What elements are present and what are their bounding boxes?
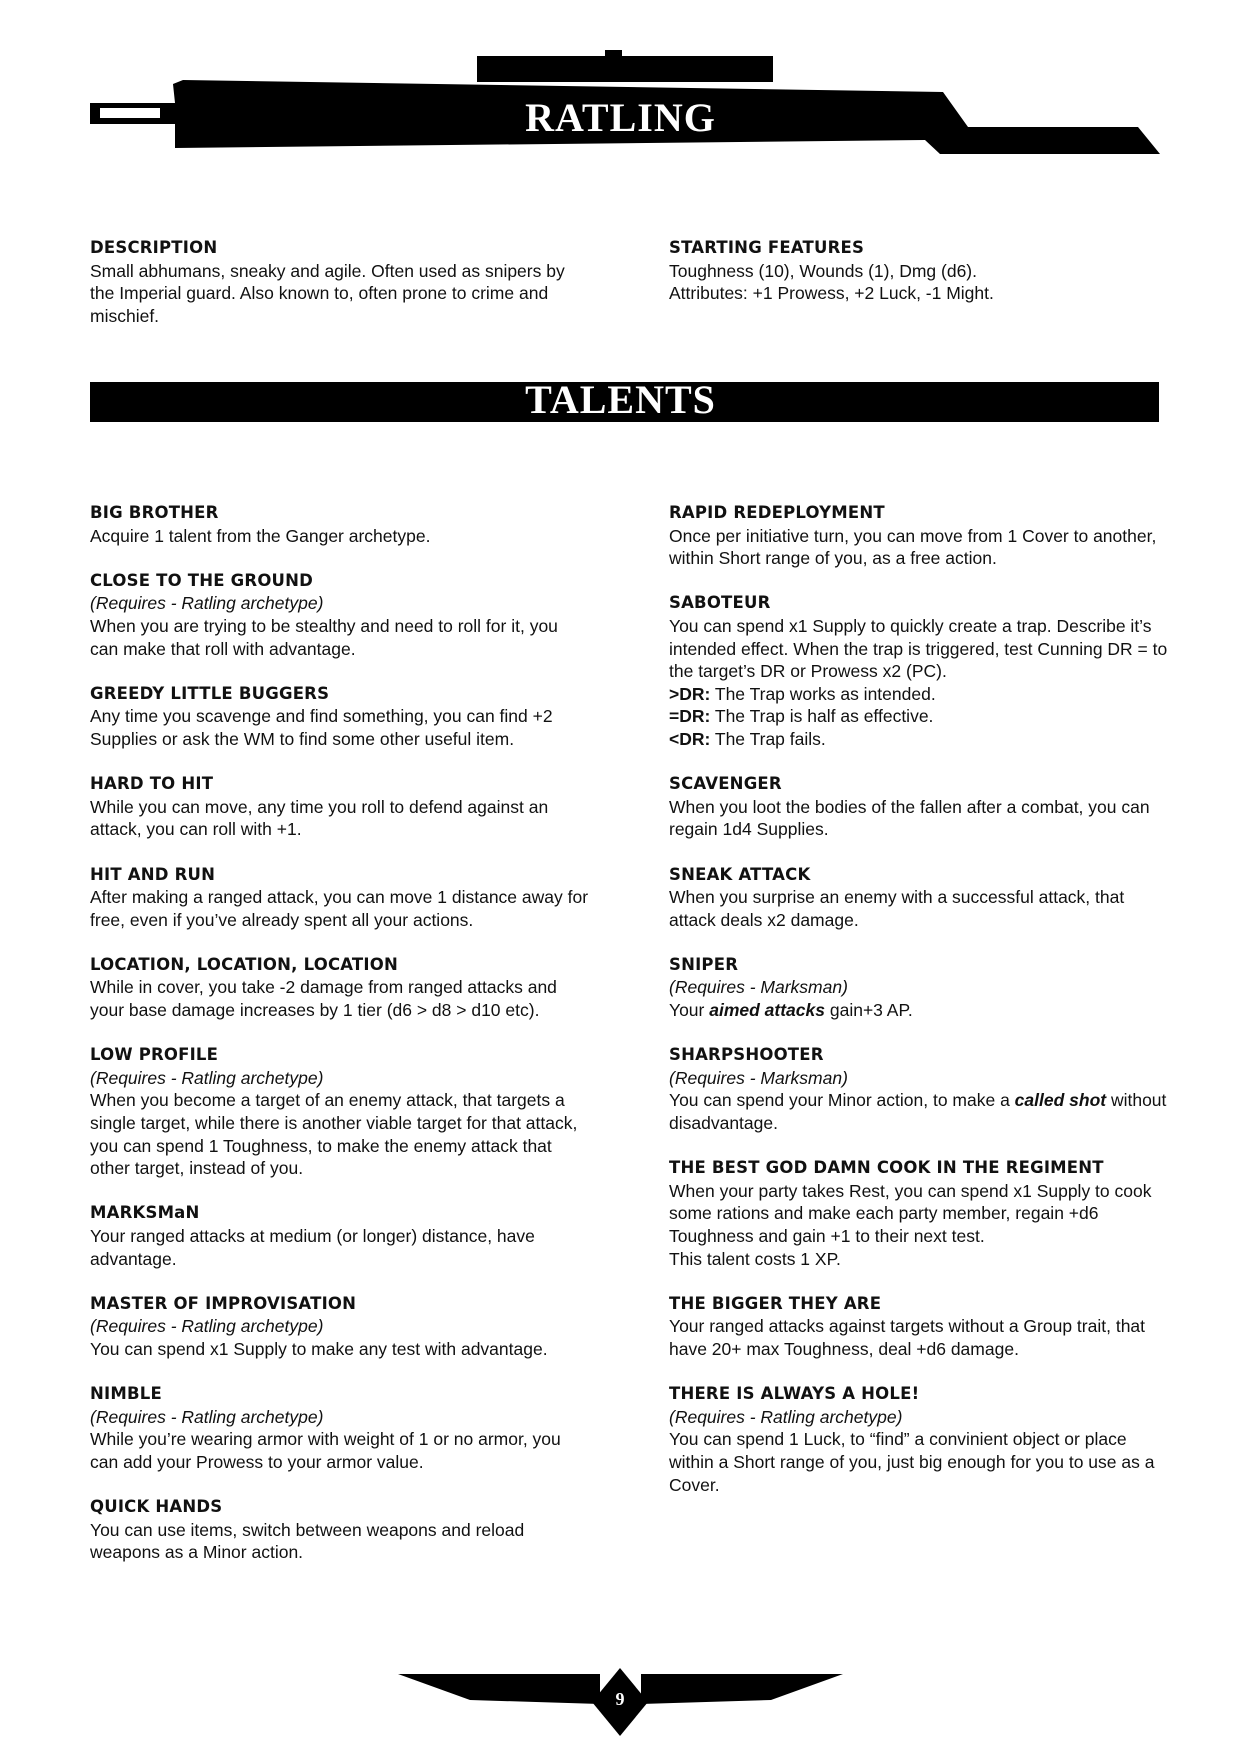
- talents-right-column: [669, 502, 1169, 1519]
- talent-text: You can spend x1 Supply to quickly create a trap. Describe it’s intended effect. When the trap is triggered, test Cunning DR = to the target’s DR or Prowess x2 (PC).: [669, 615, 1168, 682]
- talent-name: SHARPSHOOTER: [669, 1045, 824, 1065]
- talent-text: Your ranged attacks at medium (or longer) distance, have advantage.: [90, 1226, 535, 1269]
- talent-requirement: (Requires - Ratling archetype): [90, 1067, 324, 1088]
- talent-saboteur: [669, 592, 1169, 750]
- talents-heading: TALENTS: [525, 377, 716, 422]
- talent-master-of-improvisation: [90, 1293, 590, 1361]
- saboteur-outcome-equal: [669, 705, 1169, 728]
- talent-big-brother: [90, 502, 590, 547]
- talent-text: While you can move, any time you roll to defend against an attack, you can roll with +1.: [90, 796, 549, 840]
- starting-features-attributes: Attributes: +1 Prowess, +2 Luck, -1 Might.: [669, 283, 994, 304]
- talent-name: HIT AND RUN: [90, 864, 216, 884]
- talent-marksman: [90, 1202, 590, 1270]
- talent-name: SNIPER: [669, 954, 739, 974]
- talent-nimble: [90, 1383, 590, 1473]
- outcome-text: The Trap works as intended.: [710, 683, 936, 704]
- talent-text: When you become a target of an enemy attack, that targets a single target, while there is another viable target for that attack, you can spend 1 Toughness, to make the enemy attack that other target, instead of you.: [90, 1090, 578, 1179]
- talent-name: HARD TO HIT: [90, 774, 214, 794]
- talent-hit-and-run: [90, 864, 590, 932]
- keyword-called-shot: called shot: [1014, 1090, 1107, 1111]
- talent-name: LOW PROFILE: [90, 1045, 219, 1065]
- talent-requirement: (Requires - Marksman): [669, 977, 848, 998]
- talent-requirement: (Requires - Ratling archetype): [669, 1406, 903, 1427]
- talent-name: SCAVENGER: [669, 774, 782, 794]
- talent-there-is-always-a-hole: [669, 1383, 1169, 1496]
- talent-text: Any time you scavenge and find something, you can find +2 Supplies or ask the WM to find some other useful item.: [90, 706, 553, 749]
- talent-name: LOCATION, LOCATION, LOCATION: [90, 954, 398, 974]
- talent-name: BIG BROTHER: [90, 503, 219, 522]
- talent-text: When your party takes Rest, you can spend x1 Supply to cook some rations and make each party member, regain +d6 Toughness and gain +1 to their next test.: [669, 1180, 1152, 1246]
- talent-text: Your ranged attacks against targets without a Group trait, that have 20+ max Toughness, deal +d6 damage.: [669, 1316, 1146, 1359]
- description-section: [90, 237, 590, 327]
- talent-requirement: (Requires - Ratling archetype): [90, 1316, 324, 1337]
- saboteur-outcome-success: [669, 683, 1169, 706]
- talent-rapid-redeployment: [669, 502, 1169, 570]
- talent-text: [669, 1089, 1169, 1134]
- talent-requirement: (Requires - Ratling archetype): [90, 1406, 324, 1427]
- talent-text: You can spend x1 Supply to make any test with advantage.: [90, 1338, 548, 1359]
- outcome-text: The Trap is half as effective.: [710, 706, 934, 727]
- talent-text: Acquire 1 talent from the Ganger archetype.: [90, 525, 431, 546]
- description-text: Small abhumans, sneaky and agile. Often used as snipers by the Imperial guard. Also known to, often prone to crime and mischief.: [90, 260, 565, 326]
- page-number: 9: [615, 1689, 625, 1709]
- page-title: RATLING: [525, 95, 716, 140]
- talent-name: SABOTEUR: [669, 593, 771, 613]
- talent-scavenger: [669, 773, 1169, 841]
- talent-text: While you’re wearing armor with weight of 1 or no armor, you can add your Prowess to your armor value.: [90, 1429, 561, 1472]
- talent-text: When you loot the bodies of the fallen after a combat, you can regain 1d4 Supplies.: [669, 796, 1150, 840]
- saboteur-outcome-fail: [669, 728, 1169, 751]
- talent-cost: This talent costs 1 XP.: [669, 1248, 841, 1269]
- talent-requirement: (Requires - Marksman): [669, 1067, 848, 1088]
- outcome-text: The Trap fails.: [710, 728, 826, 749]
- text-part: You can spend your Minor action, to make a: [669, 1090, 1015, 1111]
- talent-the-bigger-they-are: [669, 1293, 1169, 1361]
- text-part: gain+3 AP.: [825, 1000, 913, 1021]
- starting-features-stats: Toughness (10), Wounds (1), Dmg (d6).: [669, 260, 978, 281]
- talent-sharpshooter: [669, 1044, 1169, 1134]
- talents-left-column: [90, 502, 590, 1587]
- talent-hard-to-hit: [90, 773, 590, 841]
- talent-name: SNEAK ATTACK: [669, 864, 811, 884]
- talent-name: NIMBLE: [90, 1384, 162, 1404]
- talent-name: CLOSE TO THE GROUND: [90, 570, 314, 590]
- talent-text: When you are trying to be stealthy and need to roll for it, you can make that roll with advantage.: [90, 615, 558, 659]
- talent-best-god-damn-cook: [669, 1157, 1169, 1270]
- talent-name: RAPID REDEPLOYMENT: [669, 503, 885, 522]
- talent-text: You can use items, switch between weapons and reload weapons as a Minor action.: [90, 1519, 525, 1563]
- talent-text: While in cover, you take -2 damage from ranged attacks and your base damage increases by 1 tier (d6 > d8 > d10 etc).: [90, 977, 557, 1021]
- talent-requirement: (Requires - Ratling archetype): [90, 593, 324, 614]
- starting-features-section: [669, 237, 1169, 305]
- outcome-label: =DR:: [669, 706, 711, 727]
- talent-name: THE BEST GOD DAMN COOK IN THE REGIMENT: [669, 1158, 1104, 1178]
- outcome-label: <DR:: [669, 728, 711, 749]
- talent-text: When you surprise an enemy with a successful attack, that attack deals x2 damage.: [669, 887, 1125, 930]
- footer-wing-left: [398, 1674, 600, 1704]
- talent-text: [669, 999, 1169, 1022]
- talent-name: THE BIGGER THEY ARE: [669, 1293, 882, 1313]
- keyword-aimed-attacks: aimed attacks: [709, 1000, 825, 1021]
- talent-text: After making a ranged attack, you can move 1 distance away for free, even if you’ve already spent all your actions.: [90, 887, 589, 930]
- talent-low-profile: [90, 1044, 590, 1180]
- footer-wing-right: [641, 1674, 843, 1704]
- talent-name: THERE IS ALWAYS A HOLE!: [669, 1384, 920, 1404]
- description-heading: DESCRIPTION: [90, 238, 218, 257]
- talent-location-location-location: [90, 954, 590, 1022]
- talent-name: QUICK HANDS: [90, 1497, 223, 1517]
- talent-text: You can spend 1 Luck, to “find” a convinient object or place within a Short range of you, just big enough for you to use as a Cover.: [669, 1429, 1155, 1495]
- banner-rifle-scope: [477, 50, 773, 82]
- text-part: Your: [669, 1000, 710, 1021]
- outcome-label: >DR:: [669, 683, 711, 704]
- talent-name: GREEDY LITTLE BUGGERS: [90, 683, 330, 703]
- talent-sniper: [669, 954, 1169, 1022]
- talent-name: MARKSMaN: [90, 1203, 200, 1223]
- talent-greedy-little-buggers: [90, 683, 590, 751]
- text-part: without disadvantage.: [669, 1090, 1167, 1134]
- talent-close-to-the-ground: [90, 570, 590, 660]
- talent-name: MASTER OF IMPROVISATION: [90, 1293, 357, 1313]
- talent-text: Once per initiative turn, you can move from 1 Cover to another, within Short range of you, as a free action.: [669, 525, 1157, 569]
- talent-quick-hands: [90, 1496, 590, 1564]
- talent-sneak-attack: [669, 864, 1169, 932]
- starting-features-heading: STARTING FEATURES: [669, 238, 865, 257]
